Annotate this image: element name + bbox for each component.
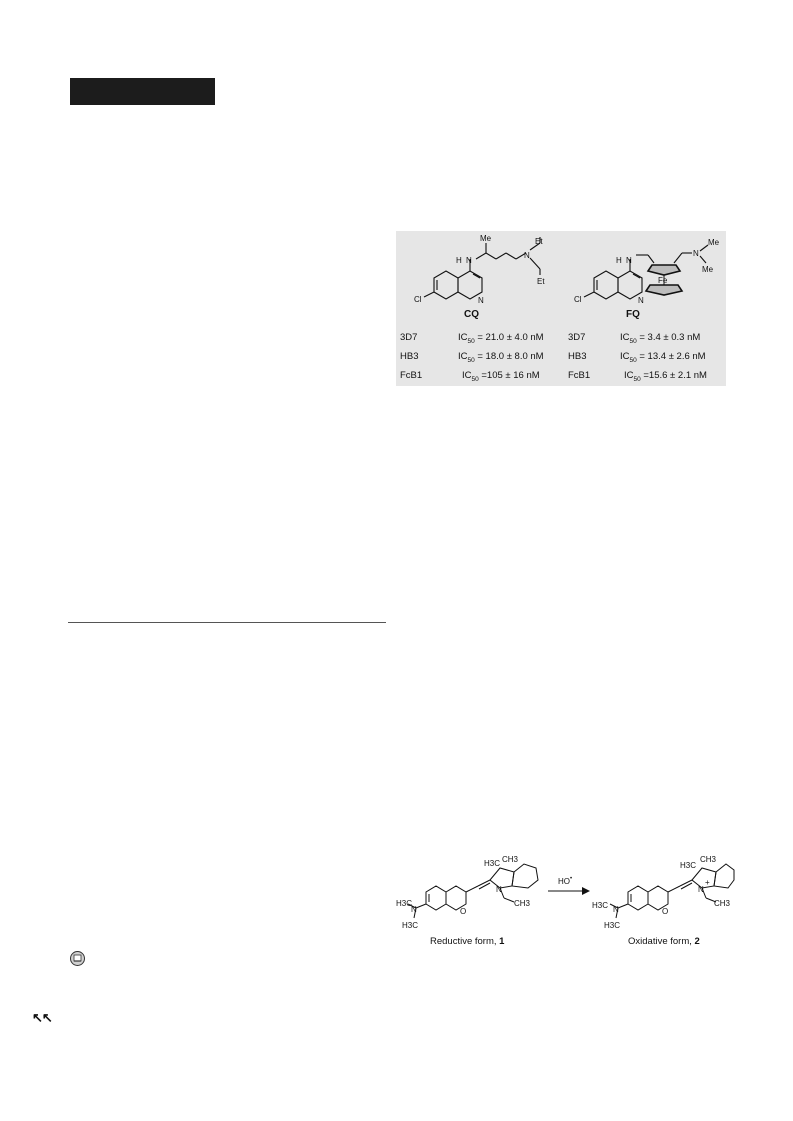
fq-strain-1: 3D7 [568, 332, 586, 343]
cq-atom-n-tertiary: N [524, 251, 530, 260]
reductive-atom-n: N [411, 905, 417, 914]
oxidative-atom-n-indolium: N [698, 885, 704, 894]
fq-label: FQ [626, 309, 640, 320]
section-header-bar [70, 78, 215, 105]
cq-ic50-2: $IC_{50} = 18.0 \pm 8.0$ nM [458, 351, 544, 364]
cq-quinoline [424, 237, 540, 299]
fq-ic50-3: $IC_{50} =15.6 \pm 2.1$ nM [624, 370, 707, 383]
fq-atom-n-dimethyl: N [693, 249, 699, 258]
cq-label: CQ [464, 309, 479, 320]
oxidative-atom-ch3-1: CH3 [700, 855, 717, 864]
cq-atom-n-ring: N [478, 296, 484, 305]
reductive-atom-h3c-2: H3C [402, 921, 419, 930]
reductive-atom-ch3-2: CH3 [514, 899, 531, 908]
reductive-atom-h3c-1: H3C [396, 899, 413, 908]
cq-strain-1: 3D7 [400, 332, 418, 343]
reductive-atom-ch3-1: CH3 [502, 855, 519, 864]
oxidative-atom-plus: + [705, 878, 710, 887]
figure-cq-fq [396, 231, 726, 386]
reagent-label: HO• [558, 876, 573, 886]
reaction-arrowhead [582, 887, 590, 895]
fq-atom-n-ring: N [638, 296, 644, 305]
oxidative-atom-ch3-2: CH3 [714, 899, 731, 908]
document-icon[interactable] [70, 951, 85, 966]
fq-atom-cl: Cl [574, 295, 582, 304]
oxidative-caption: Oxidative form, 2 [628, 936, 700, 947]
oxidative-atom-h3c-3: H3C [680, 861, 697, 870]
cq-atom-et1: Et [535, 237, 543, 246]
fq-atom-me2: Me [702, 265, 714, 274]
cq-atom-n-amine: N [466, 256, 472, 265]
fq-ic50-2: $IC_{50} = 13.4 \pm 2.6$ nM [620, 351, 706, 364]
figure-redox-probe [396, 848, 736, 954]
reductive-atom-n-indoline: N [496, 885, 502, 894]
back-arrows-icon[interactable]: ↖↖ [32, 1010, 52, 1025]
reductive-atom-h3c-3: H3C [484, 859, 501, 868]
cq-ic50-1: $IC_{50} = 21.0 \pm 4.0$ nM [458, 332, 544, 345]
fq-atom-fe: Fe [658, 276, 668, 285]
fq-atom-h: H [616, 256, 622, 265]
reductive-caption: Reductive form, 1 [430, 936, 505, 947]
fq-ic50-1: $IC_{50} = 3.4 \pm 0.3$ nM [620, 332, 701, 345]
oxidative-atom-o: O [662, 907, 669, 916]
cq-atom-me: Me [480, 234, 492, 243]
document-icon-glyph [70, 951, 85, 966]
fq-atom-n-amine: N [626, 256, 632, 265]
cq-atom-et2: Et [537, 277, 545, 286]
reductive-atom-o: O [460, 907, 467, 916]
oxidative-structure [610, 864, 734, 918]
footnote-rule [68, 622, 386, 623]
redox-scheme [396, 848, 736, 934]
cq-ic50-3: $IC_{50} =105 \pm 16$ nM [462, 370, 540, 383]
cq-strain-3: FcB1 [400, 370, 423, 381]
fq-strain-2: HB3 [568, 351, 587, 362]
oxidative-atom-h3c-1: H3C [592, 901, 609, 910]
oxidative-atom-h3c-2: H3C [604, 921, 621, 930]
fq-strain-3: FcB1 [568, 370, 591, 381]
oxidative-atom-n: N [613, 905, 619, 914]
reductive-structure [408, 864, 538, 918]
cq-atom-cl: Cl [414, 295, 422, 304]
fq-atom-me1: Me [708, 238, 720, 247]
cq-strain-2: HB3 [400, 351, 419, 362]
cq-atom-h: H [456, 256, 462, 265]
